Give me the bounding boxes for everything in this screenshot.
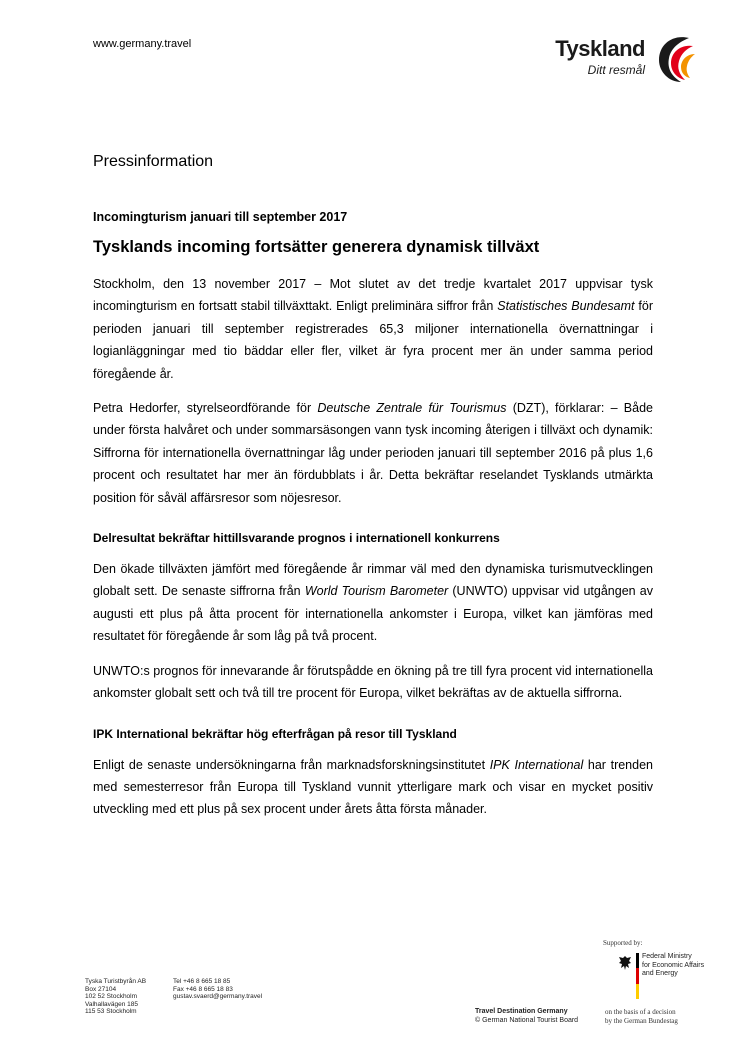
paragraph-3: Den ökade tillväxten jämfört med föregående år rimmar väl med den dynamiska turismutvecklingen globalt sett. De senaste siffrorna från World Tourism Barometer (UNWTO) uppvisar vid utgången av augusti ett plus på åtta procent för internationella ankomster i Europa, vilket kan jämföras med resultatet för föregående år som låg på två procent. <box>93 562 653 644</box>
paragraph-2: Petra Hedorfer, styrelseordförande för Deutsche Zentrale für Tourismus (DZT), förklarar: – Både under första halvåret och under sommarsäsongen vann tysk incoming återigen i tillväxt och dynamik: Siffrorna för internationella övernattningar låg under perioden januari till september 2016 på plus 1,6 procent och resultatet har mer än fördubblats i år. Detta bekräftar reselandet Tysklands utmärkta position för såväl affärsresor som nöjesresor. <box>93 401 653 505</box>
ministry-name: Federal Ministry for Economic Affairs and Energy <box>642 953 705 977</box>
footer-address: Tyska Turistbyrån AB Box 27104 102 52 Stockholm Valhallavägen 185 115 53 Stockholm <box>85 978 147 1016</box>
kicker: Incomingturism januari till september 2017 <box>93 210 348 224</box>
press-release-body <box>93 210 653 833</box>
paragraph-4: UNWTO:s prognos för innevarande år förutspådde en ökning på tre till fyra procent vid internationella ankomster globalt sett och två till tre procent för Europa, vilket bekräftas av de aktuella siffrorna. <box>93 663 653 701</box>
paragraph-1: Stockholm, den 13 november 2017 – Mot slutet av det tredje kvartalet 2017 uppvisar tysk incomingturism en fortsatt stabil tillväxttakt. Enligt preliminära siffror från Statistisches Bundesamt för perioden januari till september registrerades 65,3 miljoner internationella övernattningar i logianläggningar med tio bäddar eller fler, vilket är fyra procent mer än under samma period föregående år. <box>93 277 653 381</box>
bundestag-note: on the basis of a decision by the German Bundestag <box>605 1008 678 1025</box>
website-url[interactable]: www.germany.travel <box>93 38 192 50</box>
german-flag-icon <box>636 953 639 999</box>
tyskland-logo <box>555 36 705 86</box>
footer-email[interactable]: gustav.svaerd@germany.travel <box>173 993 263 1001</box>
headline: Tysklands incoming fortsätter generera dynamisk tillväxt <box>93 238 540 256</box>
logo-title: Tyskland <box>555 36 645 61</box>
supported-by-label: Supported by: <box>603 939 643 947</box>
paragraph-5: Enligt de senaste undersökningarna från marknadsforskningsinstitutet IPK International har trenden med semesterresor från Europa till Tyskland vunnit ytterligare mark och visar en mycket positiv utveckling med ett plus på sex procent under årets åtta första månader. <box>93 757 653 817</box>
footer-contact: Tel +46 8 665 18 85 Fax +46 8 665 18 83 gustav.svaerd@germany.travel <box>173 978 263 1001</box>
travel-destination-germany: Travel Destination Germany © German National Tourist Board <box>475 1008 579 1024</box>
document-type: Pressinformation <box>93 153 214 170</box>
eagle-icon <box>618 955 632 971</box>
federal-ministry-logo <box>618 953 708 999</box>
subheading-1: Delresultat bekräftar hittillsvarande prognos i internationell konkurrens <box>93 531 500 546</box>
logo-subtitle: Ditt resmål <box>587 63 645 77</box>
subheading-2: IPK International bekräftar hög efterfrågan på resor till Tyskland <box>93 726 457 741</box>
swirl-logo-icon <box>649 32 699 86</box>
